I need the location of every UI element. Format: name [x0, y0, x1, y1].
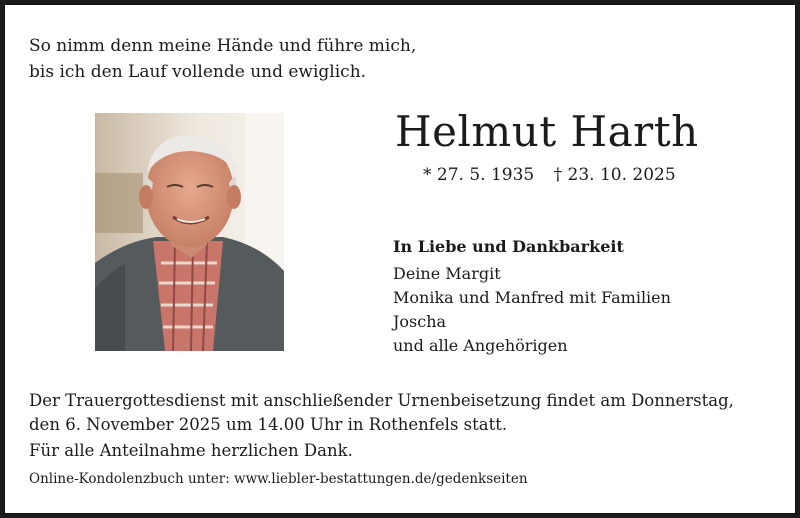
mourners-heading: In Liebe und Dankbarkeit: [393, 237, 624, 256]
mourner-name: und alle Angehörigen: [393, 336, 568, 355]
obituary-card: [4, 4, 796, 514]
online-condolence-link[interactable]: Online-Kondolenzbuch unter: www.liebler-bestattungen.de/gedenkseiten: [29, 471, 528, 487]
death-date: † 23. 10. 2025: [553, 165, 676, 185]
mourner-name: Deine Margit: [393, 264, 501, 283]
birth-date: * 27. 5. 1935: [423, 165, 535, 185]
thanks-line: Für alle Anteilnahme herzlichen Dank.: [29, 441, 353, 460]
mourner-name: Monika und Manfred mit Familien: [393, 288, 671, 307]
service-notice: [29, 389, 789, 437]
mourners-block: [393, 235, 671, 358]
deceased-name: Helmut Harth: [395, 107, 699, 156]
service-line: den 6. November 2025 um 14.00 Uhr in Rothenfels statt.: [29, 415, 508, 434]
verse-line: So nimm denn meine Hände und führe mich,: [29, 36, 417, 56]
portrait-illustration: [95, 113, 284, 351]
verse-line: bis ich den Lauf vollende und ewiglich.: [29, 62, 367, 82]
mourner-name: Joscha: [393, 312, 447, 331]
portrait-photo: [95, 113, 284, 351]
life-dates: [423, 165, 690, 185]
service-line: Der Trauergottesdienst mit anschließender Urnenbeisetzung findet am Donnerstag,: [29, 391, 734, 410]
verse: [29, 33, 416, 85]
